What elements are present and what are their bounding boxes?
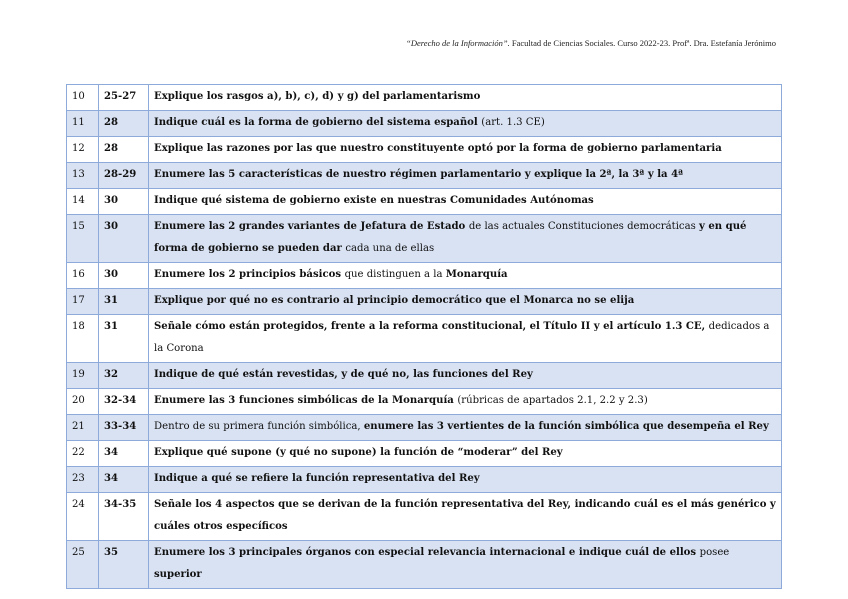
- questions-table-body: [67, 85, 782, 589]
- question-text: [149, 263, 782, 289]
- question-text-part: Enumere las 2 grandes variantes de Jefatura de Estado: [154, 221, 469, 232]
- question-text-part: posee: [699, 547, 730, 558]
- table-row: [67, 541, 782, 589]
- question-text-part: Indique qué sistema de gobierno existe en nuestras Comunidades Autónomas: [154, 195, 594, 206]
- question-text-part: Enumere los 2 principios básicos: [154, 269, 345, 280]
- question-number: 16: [67, 263, 99, 289]
- question-text-part: Indique a qué se refiere la función representativa del Rey: [154, 473, 480, 484]
- page-reference: 28: [99, 111, 149, 137]
- question-text-part: (rúbricas de apartados 2.1, 2.2 y 2.3): [457, 395, 648, 406]
- question-number: 11: [67, 111, 99, 137]
- question-text-part: Enumere los 3 principales órganos con especial relevancia internacional e indique cuál de ellos: [154, 547, 700, 558]
- page-reference: 34: [99, 441, 149, 467]
- page-reference: 28-29: [99, 163, 149, 189]
- question-text: [149, 163, 782, 189]
- question-text-part: dedicados a la Corona: [154, 321, 770, 354]
- page-reference: 33-34: [99, 415, 149, 441]
- table-row: [67, 415, 782, 441]
- table-row: [67, 85, 782, 111]
- page-reference: 30: [99, 215, 149, 263]
- question-text-part: Explique los rasgos a), b), c), d) y g) del parlamentarismo: [154, 91, 481, 102]
- question-number: 12: [67, 137, 99, 163]
- question-text-part: Dentro de su primera función simbólica,: [154, 421, 364, 432]
- question-number: 19: [67, 363, 99, 389]
- question-text-part: Explique por qué no es contrario al principio democrático que el Monarca no se elija: [154, 295, 635, 306]
- question-text-part: cada una de ellas: [345, 243, 435, 254]
- question-text: [149, 189, 782, 215]
- question-number: 15: [67, 215, 99, 263]
- table-row: [67, 215, 782, 263]
- page-reference: 32-34: [99, 389, 149, 415]
- question-number: 24: [67, 493, 99, 541]
- question-number: 13: [67, 163, 99, 189]
- page-reference: 30: [99, 189, 149, 215]
- question-text: [149, 541, 782, 589]
- question-text-part: superior: [154, 569, 202, 580]
- question-number: 10: [67, 85, 99, 111]
- question-number: 22: [67, 441, 99, 467]
- table-row: [67, 263, 782, 289]
- question-text: [149, 289, 782, 315]
- question-text: [149, 467, 782, 493]
- question-text-part: y en qué forma de gobierno se pueden dar: [154, 221, 747, 254]
- question-text-part: Indique de qué están revestidas, y de qué no, las funciones del Rey: [154, 369, 533, 380]
- page-reference: 32: [99, 363, 149, 389]
- table-row: [67, 137, 782, 163]
- page-reference: 30: [99, 263, 149, 289]
- question-number: 25: [67, 541, 99, 589]
- question-text: [149, 215, 782, 263]
- question-text: [149, 493, 782, 541]
- course-info: Facultad de Ciencias Sociales. Curso 2022-23. Profª. Dra. Estefanía Jerónimo: [511, 38, 776, 48]
- question-text-part: Señale cómo están protegidos, frente a la reforma constitucional, el Título II y el artículo 1.3 CE,: [154, 321, 709, 332]
- question-text: [149, 85, 782, 111]
- page-reference: 34-35: [99, 493, 149, 541]
- question-number: 20: [67, 389, 99, 415]
- table-row: [67, 289, 782, 315]
- question-text-part: Explique qué supone (y qué no supone) la función de “moderar” del Rey: [154, 447, 563, 458]
- table-row: [67, 467, 782, 493]
- question-text-part: Monarquía: [445, 269, 508, 280]
- table-row: [67, 493, 782, 541]
- question-text: [149, 111, 782, 137]
- page-reference: 28: [99, 137, 149, 163]
- question-number: 17: [67, 289, 99, 315]
- table-row: [67, 389, 782, 415]
- question-text: [149, 315, 782, 363]
- question-text-part: (art. 1.3 CE): [481, 117, 545, 128]
- question-text-part: Enumere las 5 características de nuestro régimen parlamentario y explique la 2ª, la 3ª y la 4ª: [154, 169, 684, 180]
- question-text-part: de las actuales Constituciones democráticas: [468, 221, 699, 232]
- question-text: [149, 441, 782, 467]
- page-header: [406, 38, 776, 48]
- question-text: [149, 137, 782, 163]
- table-row: [67, 189, 782, 215]
- question-text-part: que distinguen a la: [344, 269, 446, 280]
- question-text-part: enumere las 3 vertientes de la función simbólica que desempeña el Rey: [363, 421, 769, 432]
- question-text-part: Indique cuál es la forma de gobierno del sistema español: [154, 117, 482, 128]
- page-reference: 34: [99, 467, 149, 493]
- table-row: [67, 441, 782, 467]
- page-reference: 25-27: [99, 85, 149, 111]
- table-row: [67, 163, 782, 189]
- question-number: 14: [67, 189, 99, 215]
- page-reference: 35: [99, 541, 149, 589]
- question-number: 23: [67, 467, 99, 493]
- table-row: [67, 315, 782, 363]
- question-text: [149, 415, 782, 441]
- question-number: 21: [67, 415, 99, 441]
- table-row: [67, 111, 782, 137]
- course-title: “Derecho de la Información”.: [406, 38, 510, 48]
- question-text-part: Señale los 4 aspectos que se derivan de la función representativa del Rey, indicando cuál es el más genérico y cuáles otros específicos: [154, 499, 776, 532]
- question-text-part: Explique las razones por las que nuestro constituyente optó por la forma de gobierno parlamentaria: [154, 143, 722, 154]
- page-reference: 31: [99, 315, 149, 363]
- question-text-part: Enumere las 3 funciones simbólicas de la Monarquía: [154, 395, 458, 406]
- question-text: [149, 363, 782, 389]
- table-row: [67, 363, 782, 389]
- page-reference: 31: [99, 289, 149, 315]
- questions-table: [66, 84, 782, 589]
- question-text: [149, 389, 782, 415]
- question-number: 18: [67, 315, 99, 363]
